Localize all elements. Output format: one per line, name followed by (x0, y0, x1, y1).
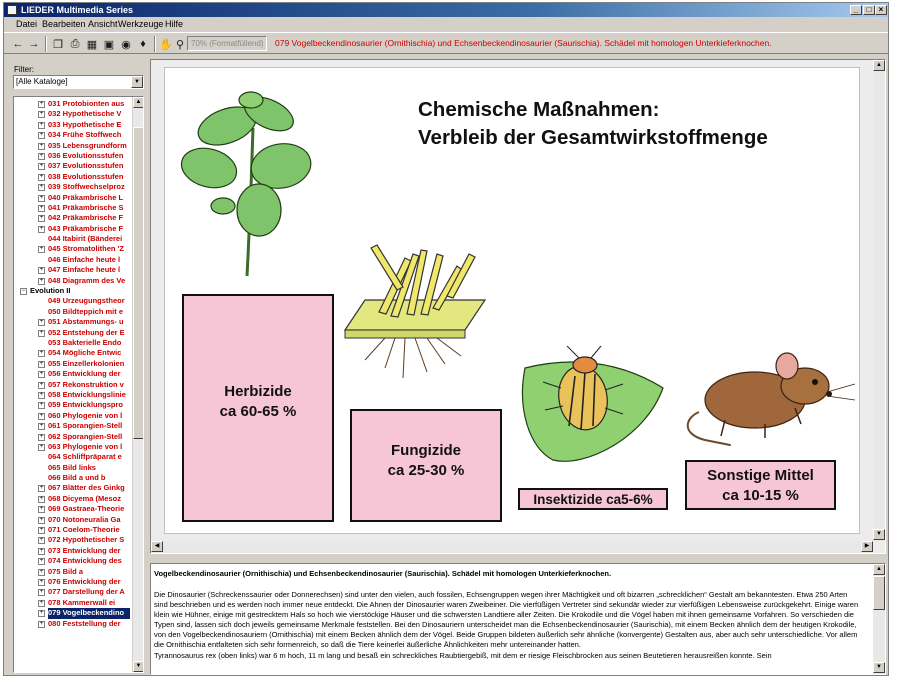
close-button[interactable]: × (875, 5, 887, 15)
expand-icon[interactable]: + (39, 225, 44, 232)
fungizide-amount: ca 25-30 % (387, 462, 465, 479)
collapse-icon[interactable]: − (21, 288, 26, 295)
insektizide-label: Insektizide ca5-6% (533, 492, 653, 507)
tree-item[interactable] (14, 535, 133, 545)
catalog-tree (13, 96, 144, 673)
tree-item[interactable] (14, 151, 133, 161)
tree-item-label: 070 Notoneuralia Ga (48, 514, 121, 524)
expand-icon[interactable]: + (39, 329, 44, 336)
tree-item-label: 080 Feststellung der (48, 618, 121, 628)
expand-icon[interactable]: + (39, 111, 44, 118)
tree-item-label: 043 Präkambrische F (48, 223, 124, 233)
expand-icon[interactable]: + (39, 578, 44, 585)
tree-item[interactable] (14, 317, 133, 327)
expand-icon[interactable]: + (39, 558, 44, 565)
expand-icon[interactable]: + (39, 433, 44, 440)
tree-item[interactable] (14, 193, 133, 203)
scroll-thumb[interactable] (873, 576, 885, 610)
expand-icon[interactable]: + (39, 381, 44, 388)
tree-item-label: 066 Bild a und b (48, 473, 106, 483)
tree-item[interactable] (14, 99, 133, 109)
toolbar (4, 32, 888, 54)
tree-item-label: 072 Hypothetischer S (48, 535, 125, 545)
tree-item-label: 068 Dicyema (Mesoz (48, 493, 121, 503)
tree-item[interactable] (14, 421, 133, 431)
tree-item[interactable] (14, 515, 133, 525)
expand-icon[interactable]: + (39, 319, 44, 326)
expand-icon[interactable]: + (39, 391, 44, 398)
tree-item-label: 074 Entwicklung des (48, 556, 122, 566)
tree-item-label: 031 Protobionten aus (48, 99, 125, 108)
tree-item[interactable] (14, 130, 133, 140)
window-title: LIEDER Multimedia Series (21, 5, 134, 15)
tree-item[interactable] (14, 598, 133, 608)
expand-icon[interactable]: + (39, 485, 44, 492)
tree-item-label: 046 Einfache heute l (48, 254, 121, 264)
tree-item[interactable] (14, 265, 133, 275)
tree-item-label: 058 Entwicklungslinie (48, 389, 126, 399)
expand-icon[interactable]: + (39, 132, 44, 139)
tree-item-label: 051 Abstammungs- u (48, 317, 124, 327)
tree-item[interactable] (14, 442, 133, 452)
catalog-book-icon[interactable]: ♦ (140, 38, 146, 50)
heading-line-2: Verbleib der Gesamtwirkstoffmenge (418, 126, 768, 149)
tree-item[interactable] (14, 483, 133, 493)
heading-line-1: Chemische Maßnahmen: (418, 98, 660, 121)
expand-icon[interactable]: + (39, 412, 44, 419)
menu-ansicht[interactable]: Ansicht (88, 19, 118, 29)
tree-item[interactable] (14, 255, 133, 265)
minimize-button[interactable]: _ (850, 5, 862, 15)
scroll-down-icon[interactable]: ▼ (873, 662, 885, 673)
tree-scrollbar[interactable] (132, 97, 143, 672)
expand-icon[interactable]: + (39, 267, 44, 274)
tree-item-label: 056 Entwicklung der (48, 369, 121, 379)
toolbar-separator (45, 36, 47, 52)
expand-icon[interactable]: + (39, 516, 44, 523)
expand-icon[interactable]: + (39, 204, 44, 211)
tree-item-label: 063 Phylogenie von l (48, 441, 123, 451)
tree-item[interactable] (14, 567, 133, 577)
tree-item[interactable] (14, 109, 133, 119)
description-title: Vogelbeckendinosaurier (Ornithischia) und Echsenbeckendinosaurier (Saurischia). Schädel mit homologen Unterkieferknochen. (154, 569, 612, 578)
scroll-down-icon[interactable]: ▼ (873, 529, 885, 540)
figure-heading (418, 96, 768, 152)
tree-item-label: 079 Vogelbeckendino (48, 608, 130, 618)
fullscreen-icon[interactable]: ▣ (103, 38, 115, 51)
scroll-up-icon[interactable]: ▲ (133, 97, 144, 108)
expand-icon[interactable]: + (39, 402, 44, 409)
scroll-right-icon[interactable]: ▶ (861, 541, 873, 552)
expand-icon[interactable]: + (39, 506, 44, 513)
image-viewer (150, 59, 886, 554)
tree-item[interactable] (14, 296, 133, 306)
expand-icon[interactable]: + (39, 194, 44, 201)
tree-item[interactable] (14, 172, 133, 182)
zoom-field[interactable]: 70% (Formatfüllend) (187, 36, 267, 51)
expand-icon[interactable]: + (39, 568, 44, 575)
tree-item[interactable] (14, 328, 133, 338)
scroll-left-icon[interactable]: ◀ (151, 541, 163, 552)
tree-item-label: 053 Bakterielle Endo (48, 337, 122, 347)
tree-item-label: 039 Stoffwechselproz (48, 182, 125, 192)
tree-item[interactable] (14, 452, 133, 462)
expand-icon[interactable]: + (39, 423, 44, 430)
tree-item[interactable] (14, 463, 133, 473)
tree-item-label: 075 Bild a (48, 566, 84, 576)
save-icon[interactable]: ▦ (86, 38, 98, 51)
tree-item-label: 077 Darstellung der A (48, 587, 125, 597)
tree-item-label: 035 Lebensgrundform (48, 140, 127, 150)
description-body (154, 590, 860, 661)
expand-icon[interactable]: + (39, 173, 44, 180)
plant-illustration (177, 90, 314, 276)
tree-item-label: 044 Itabirit (Bänderei (48, 234, 123, 244)
filter-dropdown[interactable] (13, 75, 144, 89)
expand-icon[interactable]: + (39, 163, 44, 170)
tree-item-label: 076 Entwicklung der (48, 576, 121, 586)
tree-item[interactable] (14, 525, 133, 535)
menu-bearbeiten[interactable]: Bearbeiten (42, 19, 86, 29)
tree-item[interactable] (14, 120, 133, 130)
expand-icon[interactable]: + (39, 142, 44, 149)
tree-item[interactable] (14, 224, 133, 234)
expand-icon[interactable]: + (39, 152, 44, 159)
zoom-magnifier-icon[interactable]: ⚲ (175, 38, 185, 51)
scroll-thumb[interactable] (133, 127, 144, 439)
expand-icon[interactable]: + (39, 246, 44, 253)
search-binoculars-icon[interactable]: ◉ (121, 38, 131, 51)
toolbar-separator (154, 36, 156, 52)
expand-icon[interactable]: + (39, 547, 44, 554)
tree-item-label: 036 Evolutionsstufen (48, 150, 124, 160)
copy-icon[interactable]: ❐ (53, 38, 63, 51)
tree-item-label: 047 Einfache heute l (48, 265, 121, 275)
tree-item[interactable] (14, 608, 133, 618)
expand-icon[interactable]: + (39, 277, 44, 284)
catalog-panel (8, 59, 144, 673)
tree-item[interactable] (14, 359, 133, 369)
sonstige-amount: ca 10-15 % (722, 487, 799, 504)
tree-item-label: 071 Coelom-Theorie (48, 525, 120, 535)
expand-icon[interactable]: + (39, 495, 44, 502)
tree-item[interactable] (14, 432, 133, 442)
tree-item-label: 078 Kammerwall ei (48, 597, 116, 607)
fungizide-label: Fungizide (391, 442, 461, 459)
menu-hilfe[interactable]: Hilfe (165, 19, 184, 29)
tree-item[interactable] (14, 390, 133, 400)
tree-item-label: 048 Diagramm des Ve (48, 275, 126, 285)
expand-icon[interactable]: + (39, 101, 44, 107)
scroll-up-icon[interactable]: ▲ (873, 60, 885, 71)
herbizide-box (182, 294, 334, 522)
forward-arrow-icon[interactable]: → (28, 38, 40, 50)
tree-item-label: 069 Gastraea-Theorie (48, 504, 125, 514)
tree-item[interactable] (14, 380, 133, 390)
tree-item[interactable] (14, 213, 133, 223)
tree-item-label: 061 Sporangien-Stell (48, 421, 123, 431)
tree-item[interactable] (14, 504, 133, 514)
tree-item[interactable] (14, 203, 133, 213)
tree-item-label: 067 Blätter des Ginkg (48, 483, 125, 493)
tree-item-label: 041 Präkambrische S (48, 202, 124, 212)
tree-item[interactable] (14, 619, 133, 629)
tree-item[interactable] (14, 161, 133, 171)
title-bar[interactable] (4, 3, 888, 17)
chevron-down-icon[interactable]: ▼ (131, 76, 143, 88)
expand-icon[interactable]: + (39, 350, 44, 357)
tree-item[interactable] (14, 276, 133, 286)
tree-item[interactable] (14, 307, 133, 317)
expand-icon[interactable]: + (39, 184, 44, 191)
fungus-illustration (345, 245, 485, 378)
description-panel (150, 563, 886, 675)
tree-item[interactable] (14, 577, 133, 587)
description-scrollbar[interactable] (873, 564, 885, 674)
tree-item-label: 033 Hypothetische E (48, 119, 122, 129)
expand-icon[interactable]: + (39, 599, 44, 606)
menu-datei[interactable]: Datei (16, 19, 38, 29)
tree-item[interactable] (14, 556, 133, 566)
tree-item-label: 042 Präkambrische F (48, 213, 124, 223)
description-paragraph: Tyrannosaurus rex (oben links) war 6 m hoch, 11 m lang und besaß ein schreckliches Raubtiergebiß, mit dem er riesige Fleischbrocken aus seinen Beutetieren herausreißen konnte. Sein (154, 650, 772, 660)
tree-item-label: 054 Mögliche Entwic (48, 348, 122, 358)
maximize-button[interactable]: □ (863, 5, 875, 15)
tree-item-label: 059 Entwicklungspro (48, 400, 124, 410)
tree-item[interactable] (14, 546, 133, 556)
expand-icon[interactable]: + (39, 537, 44, 544)
tree-item[interactable] (14, 234, 133, 244)
tree-item-label: 073 Entwicklung der (48, 545, 121, 555)
expand-icon[interactable]: + (39, 443, 44, 450)
tree-item-label: 037 Evolutionsstufen (48, 161, 124, 171)
description-paragraph: Die Dinosaurier (Schreckenssaurier oder Donnerechsen) sind unter den vielen, auch fossilen, Echsengruppen wegen ihrer Mächtigkeit und oft bizarren „schrecklichen“ Gestalt am bekanntesten. Etwa 250 Arten sind beschrieben und es werden noch immer neue entdeckt. Die Ahnen der Dinosaurier waren Zweibeiner. Die vierfüßigen Vertreter sind sekundär wieder zur vierfüßigen Lebensweise zurückgekehrt. Einige waren klein wie Hühner, einige mit gestrecktem Hals so hoch wie vierstöckige Häuser und die schwersten Landtiere aller Zeiten. Die Krokodile und die Vögel haben mit ihnen gemeinsame Vorfahren. So verschieden die Typen sind, lassen sich doch jeweils gemeinsame Merkmale feststellen. Bei den Dinosauriern unterscheidet man die Echsenbeckendinosaurier (Saurischia), mit einem Becken ähnlich dem der heutigen Krokodile, von den Vogelbeckendinosauriern (Ornithischia) mit einem Becken ähnlich dem der Vögel. Beide Gruppen bildeten äußerlich sehr ähnliche (konvergente) Gestalten aus, aber auch sehr unterschiedliche. Vor allem die Ornithischia entfalteten sich sehr formenreich, so daß die Tiere keinerlei äußerliche Ähnlichkeiten mehr untereinander hatten. (154, 590, 859, 650)
fungizide-box (350, 409, 502, 522)
sonstige-label: Sonstige Mittel (707, 467, 814, 484)
tree-item[interactable] (14, 182, 133, 192)
scroll-up-icon[interactable]: ▲ (873, 564, 885, 575)
tree-item-label: 055 Einzellerkolonien (48, 358, 125, 368)
tree-item-label: 065 Bild links (48, 462, 96, 472)
tree-item[interactable] (14, 338, 133, 348)
filter-value: [Alle Kataloge] (16, 77, 68, 86)
expand-icon[interactable]: + (39, 589, 44, 596)
tree-item-label: 032 Hypothetische V (48, 109, 122, 119)
insektizide-box (518, 488, 668, 510)
tree-items (14, 99, 133, 629)
tree-section[interactable] (14, 286, 133, 296)
menu-werkzeuge[interactable]: Werkzeuge (118, 19, 164, 29)
expand-icon[interactable]: + (39, 121, 44, 128)
tree-item[interactable] (14, 494, 133, 504)
tree-item-label: 062 Sporangien-Stell (48, 431, 123, 441)
back-arrow-icon[interactable]: ← (12, 38, 24, 50)
tree-item[interactable] (14, 348, 133, 358)
expand-icon[interactable]: + (39, 610, 44, 617)
mouse-illustration (688, 353, 855, 445)
tree-item-label: 057 Rekonstruktion v (48, 379, 124, 389)
expand-icon[interactable]: + (39, 527, 44, 534)
tree-item[interactable] (14, 473, 133, 483)
tree-item-label: 038 Evolutionsstufen (48, 171, 124, 181)
tree-item-label: 040 Präkambrische L (48, 192, 124, 202)
tree-item-label: 034 Frühe Stoffwech (48, 130, 122, 140)
image-vertical-scrollbar[interactable] (873, 60, 885, 541)
tree-item-label: 050 Bildteppich mit e (48, 306, 124, 316)
tree-item[interactable] (14, 587, 133, 597)
app-icon (7, 5, 17, 15)
tree-item-label: 064 Schliffpräparat e (48, 452, 122, 462)
hand-pan-icon[interactable]: ✋ (159, 38, 173, 51)
tree-item[interactable] (14, 400, 133, 410)
current-image-caption: 079 Vogelbeckendinosaurier (Ornithischia) und Echsenbeckendinosaurier (Saurischia). Schädel mit homologen Unterkieferknochen. (275, 38, 772, 48)
tree-item-label: 052 Entstehung der E (48, 327, 125, 337)
herbizide-label: Herbizide (224, 383, 292, 400)
tree-item[interactable] (14, 141, 133, 151)
tree-item-label: 060 Phylogenie von l (48, 410, 123, 420)
herbizide-amount: ca 60-65 % (219, 403, 297, 420)
image-horizontal-scrollbar[interactable] (151, 541, 873, 553)
expand-icon[interactable]: + (39, 620, 44, 627)
tree-item-label: 049 Urzeugungstheor (48, 296, 125, 306)
print-icon[interactable]: ⎙ (70, 37, 80, 50)
figure-canvas (164, 67, 860, 534)
expand-icon[interactable]: + (39, 215, 44, 222)
tree-item-label: 045 Stromatolithen 'Z (48, 244, 124, 254)
tree-item[interactable] (14, 244, 133, 254)
menu-bar (4, 17, 888, 31)
tree-item[interactable] (14, 411, 133, 421)
scroll-down-icon[interactable]: ▼ (133, 661, 144, 672)
filter-label: Filter: (14, 65, 34, 74)
expand-icon[interactable]: + (39, 371, 44, 378)
tree-item[interactable] (14, 369, 133, 379)
app-window (3, 2, 889, 676)
sonstige-box (685, 460, 836, 510)
beetle-illustration (523, 346, 663, 461)
tree-item-label: Evolution II (30, 286, 71, 296)
expand-icon[interactable]: + (39, 360, 44, 367)
